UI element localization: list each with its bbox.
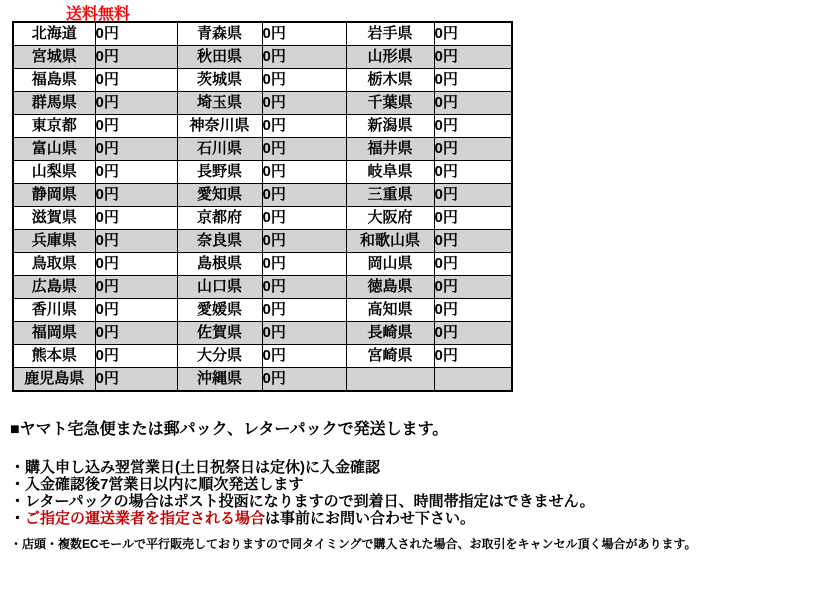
fee-cell: 0円 [95, 253, 177, 276]
table-row [13, 92, 512, 115]
note-item [10, 476, 810, 493]
prefecture-cell: 宮城県 [13, 46, 95, 69]
prefecture-cell: 静岡県 [13, 184, 95, 207]
fee-cell: 0円 [434, 69, 512, 92]
prefecture-cell: 北海道 [13, 22, 95, 46]
fee-cell: 0円 [262, 161, 346, 184]
prefecture-cell: 茨城県 [177, 69, 262, 92]
prefecture-cell: 佐賀県 [177, 322, 262, 345]
note-text: 店頭・複数ECモールで平行販売しておりますので同タイミングで購入された場合、お取引をキャンセル頂く場合があります。 [22, 537, 697, 551]
prefecture-cell: 石川県 [177, 138, 262, 161]
fee-cell: 0円 [95, 161, 177, 184]
prefecture-cell [346, 368, 434, 392]
bullet-icon: ・ [10, 459, 26, 476]
prefecture-cell: 高知県 [346, 299, 434, 322]
free-shipping-label: 送料無料 [66, 6, 131, 23]
fee-cell: 0円 [262, 92, 346, 115]
fee-cell: 0円 [434, 92, 512, 115]
prefecture-cell: 栃木県 [346, 69, 434, 92]
fee-cell: 0円 [262, 322, 346, 345]
note-text: は事前にお問い合わせ下さい。 [265, 510, 476, 527]
bullet-icon: ・ [10, 510, 26, 527]
fee-cell: 0円 [95, 22, 177, 46]
prefecture-cell: 沖縄県 [177, 368, 262, 392]
table-row [13, 115, 512, 138]
table-row [13, 207, 512, 230]
fee-cell: 0円 [95, 138, 177, 161]
prefecture-cell: 山口県 [177, 276, 262, 299]
fee-cell: 0円 [95, 299, 177, 322]
table-row [13, 345, 512, 368]
table-row [13, 138, 512, 161]
fee-cell: 0円 [95, 207, 177, 230]
fee-cell: 0円 [95, 276, 177, 299]
prefecture-cell: 神奈川県 [177, 115, 262, 138]
fee-cell: 0円 [434, 299, 512, 322]
prefecture-cell: 新潟県 [346, 115, 434, 138]
fee-cell: 0円 [95, 230, 177, 253]
fee-cell: 0円 [434, 138, 512, 161]
prefecture-cell: 群馬県 [13, 92, 95, 115]
prefecture-cell: 山梨県 [13, 161, 95, 184]
fee-cell: 0円 [95, 368, 177, 392]
prefecture-cell: 宮崎県 [346, 345, 434, 368]
fee-cell: 0円 [434, 22, 512, 46]
fee-cell: 0円 [434, 184, 512, 207]
table-row [13, 161, 512, 184]
fee-cell: 0円 [262, 184, 346, 207]
shipping-method-heading: ■ヤマト宅急便または郵パック、レターパックで発送します。 [10, 421, 449, 438]
table-row [13, 276, 512, 299]
fee-cell: 0円 [95, 46, 177, 69]
prefecture-cell: 兵庫県 [13, 230, 95, 253]
note-text: 入金確認後7営業日以内に順次発送します [25, 476, 304, 493]
fee-cell: 0円 [434, 161, 512, 184]
fee-cell: 0円 [95, 322, 177, 345]
fee-cell: 0円 [262, 253, 346, 276]
prefecture-cell: 青森県 [177, 22, 262, 46]
prefecture-cell: 千葉県 [346, 92, 434, 115]
fee-cell: 0円 [262, 207, 346, 230]
shipping-fee-table [12, 21, 513, 392]
prefecture-cell: 島根県 [177, 253, 262, 276]
prefecture-cell: 三重県 [346, 184, 434, 207]
note-item [10, 536, 810, 553]
table-row [13, 299, 512, 322]
prefecture-cell: 富山県 [13, 138, 95, 161]
fee-cell: 0円 [95, 184, 177, 207]
prefecture-cell: 大分県 [177, 345, 262, 368]
note-text: 購入申し込み翌営業日(土日祝祭日は定休)に入金確認 [25, 459, 381, 476]
note-item [10, 493, 810, 510]
prefecture-cell: 長崎県 [346, 322, 434, 345]
fee-cell: 0円 [262, 46, 346, 69]
fee-cell: 0円 [262, 230, 346, 253]
table-row [13, 184, 512, 207]
prefecture-cell: 熊本県 [13, 345, 95, 368]
table-row [13, 69, 512, 92]
prefecture-cell: 大阪府 [346, 207, 434, 230]
fee-cell: 0円 [262, 138, 346, 161]
fee-cell [434, 368, 512, 392]
prefecture-cell: 埼玉県 [177, 92, 262, 115]
prefecture-cell: 岐阜県 [346, 161, 434, 184]
prefecture-cell: 愛知県 [177, 184, 262, 207]
prefecture-cell: 愛媛県 [177, 299, 262, 322]
prefecture-cell: 岡山県 [346, 253, 434, 276]
fee-cell: 0円 [434, 207, 512, 230]
prefecture-cell: 香川県 [13, 299, 95, 322]
note-text: レターパックの場合はポスト投函になりますので到着日、時間帯指定はできません。 [25, 493, 595, 510]
fee-cell: 0円 [434, 276, 512, 299]
fee-cell: 0円 [262, 22, 346, 46]
prefecture-cell: 鳥取県 [13, 253, 95, 276]
prefecture-cell: 岩手県 [346, 22, 434, 46]
fee-cell: 0円 [434, 253, 512, 276]
fee-cell: 0円 [434, 345, 512, 368]
prefecture-cell: 秋田県 [177, 46, 262, 69]
prefecture-cell: 長野県 [177, 161, 262, 184]
bullet-icon: ・ [10, 537, 23, 551]
prefecture-cell: 山形県 [346, 46, 434, 69]
note-item [10, 510, 810, 527]
prefecture-cell: 滋賀県 [13, 207, 95, 230]
fee-cell: 0円 [95, 69, 177, 92]
note-text-red: ご指定の運送業者を指定される場合 [25, 510, 266, 527]
table-row [13, 253, 512, 276]
prefecture-cell: 福岡県 [13, 322, 95, 345]
fee-cell: 0円 [434, 230, 512, 253]
table-row [13, 230, 512, 253]
prefecture-cell: 福島県 [13, 69, 95, 92]
prefecture-cell: 徳島県 [346, 276, 434, 299]
fee-cell: 0円 [262, 115, 346, 138]
fee-cell: 0円 [262, 276, 346, 299]
prefecture-cell: 京都府 [177, 207, 262, 230]
fee-cell: 0円 [262, 345, 346, 368]
table-row [13, 46, 512, 69]
prefecture-cell: 鹿児島県 [13, 368, 95, 392]
shipping-notes-list [10, 459, 810, 553]
table-row [13, 368, 512, 392]
prefecture-cell: 奈良県 [177, 230, 262, 253]
fee-cell: 0円 [434, 115, 512, 138]
fee-cell: 0円 [434, 46, 512, 69]
fee-cell: 0円 [262, 69, 346, 92]
bullet-icon: ・ [10, 476, 26, 493]
fee-cell: 0円 [95, 345, 177, 368]
fee-cell: 0円 [262, 299, 346, 322]
fee-cell: 0円 [262, 368, 346, 392]
prefecture-cell: 広島県 [13, 276, 95, 299]
table-row [13, 322, 512, 345]
note-item [10, 459, 810, 476]
prefecture-cell: 東京都 [13, 115, 95, 138]
prefecture-cell: 福井県 [346, 138, 434, 161]
shipping-fee-table-body [13, 22, 512, 391]
fee-cell: 0円 [95, 115, 177, 138]
prefecture-cell: 和歌山県 [346, 230, 434, 253]
table-row [13, 22, 512, 46]
bullet-icon: ・ [10, 493, 26, 510]
fee-cell: 0円 [434, 322, 512, 345]
fee-cell: 0円 [95, 92, 177, 115]
